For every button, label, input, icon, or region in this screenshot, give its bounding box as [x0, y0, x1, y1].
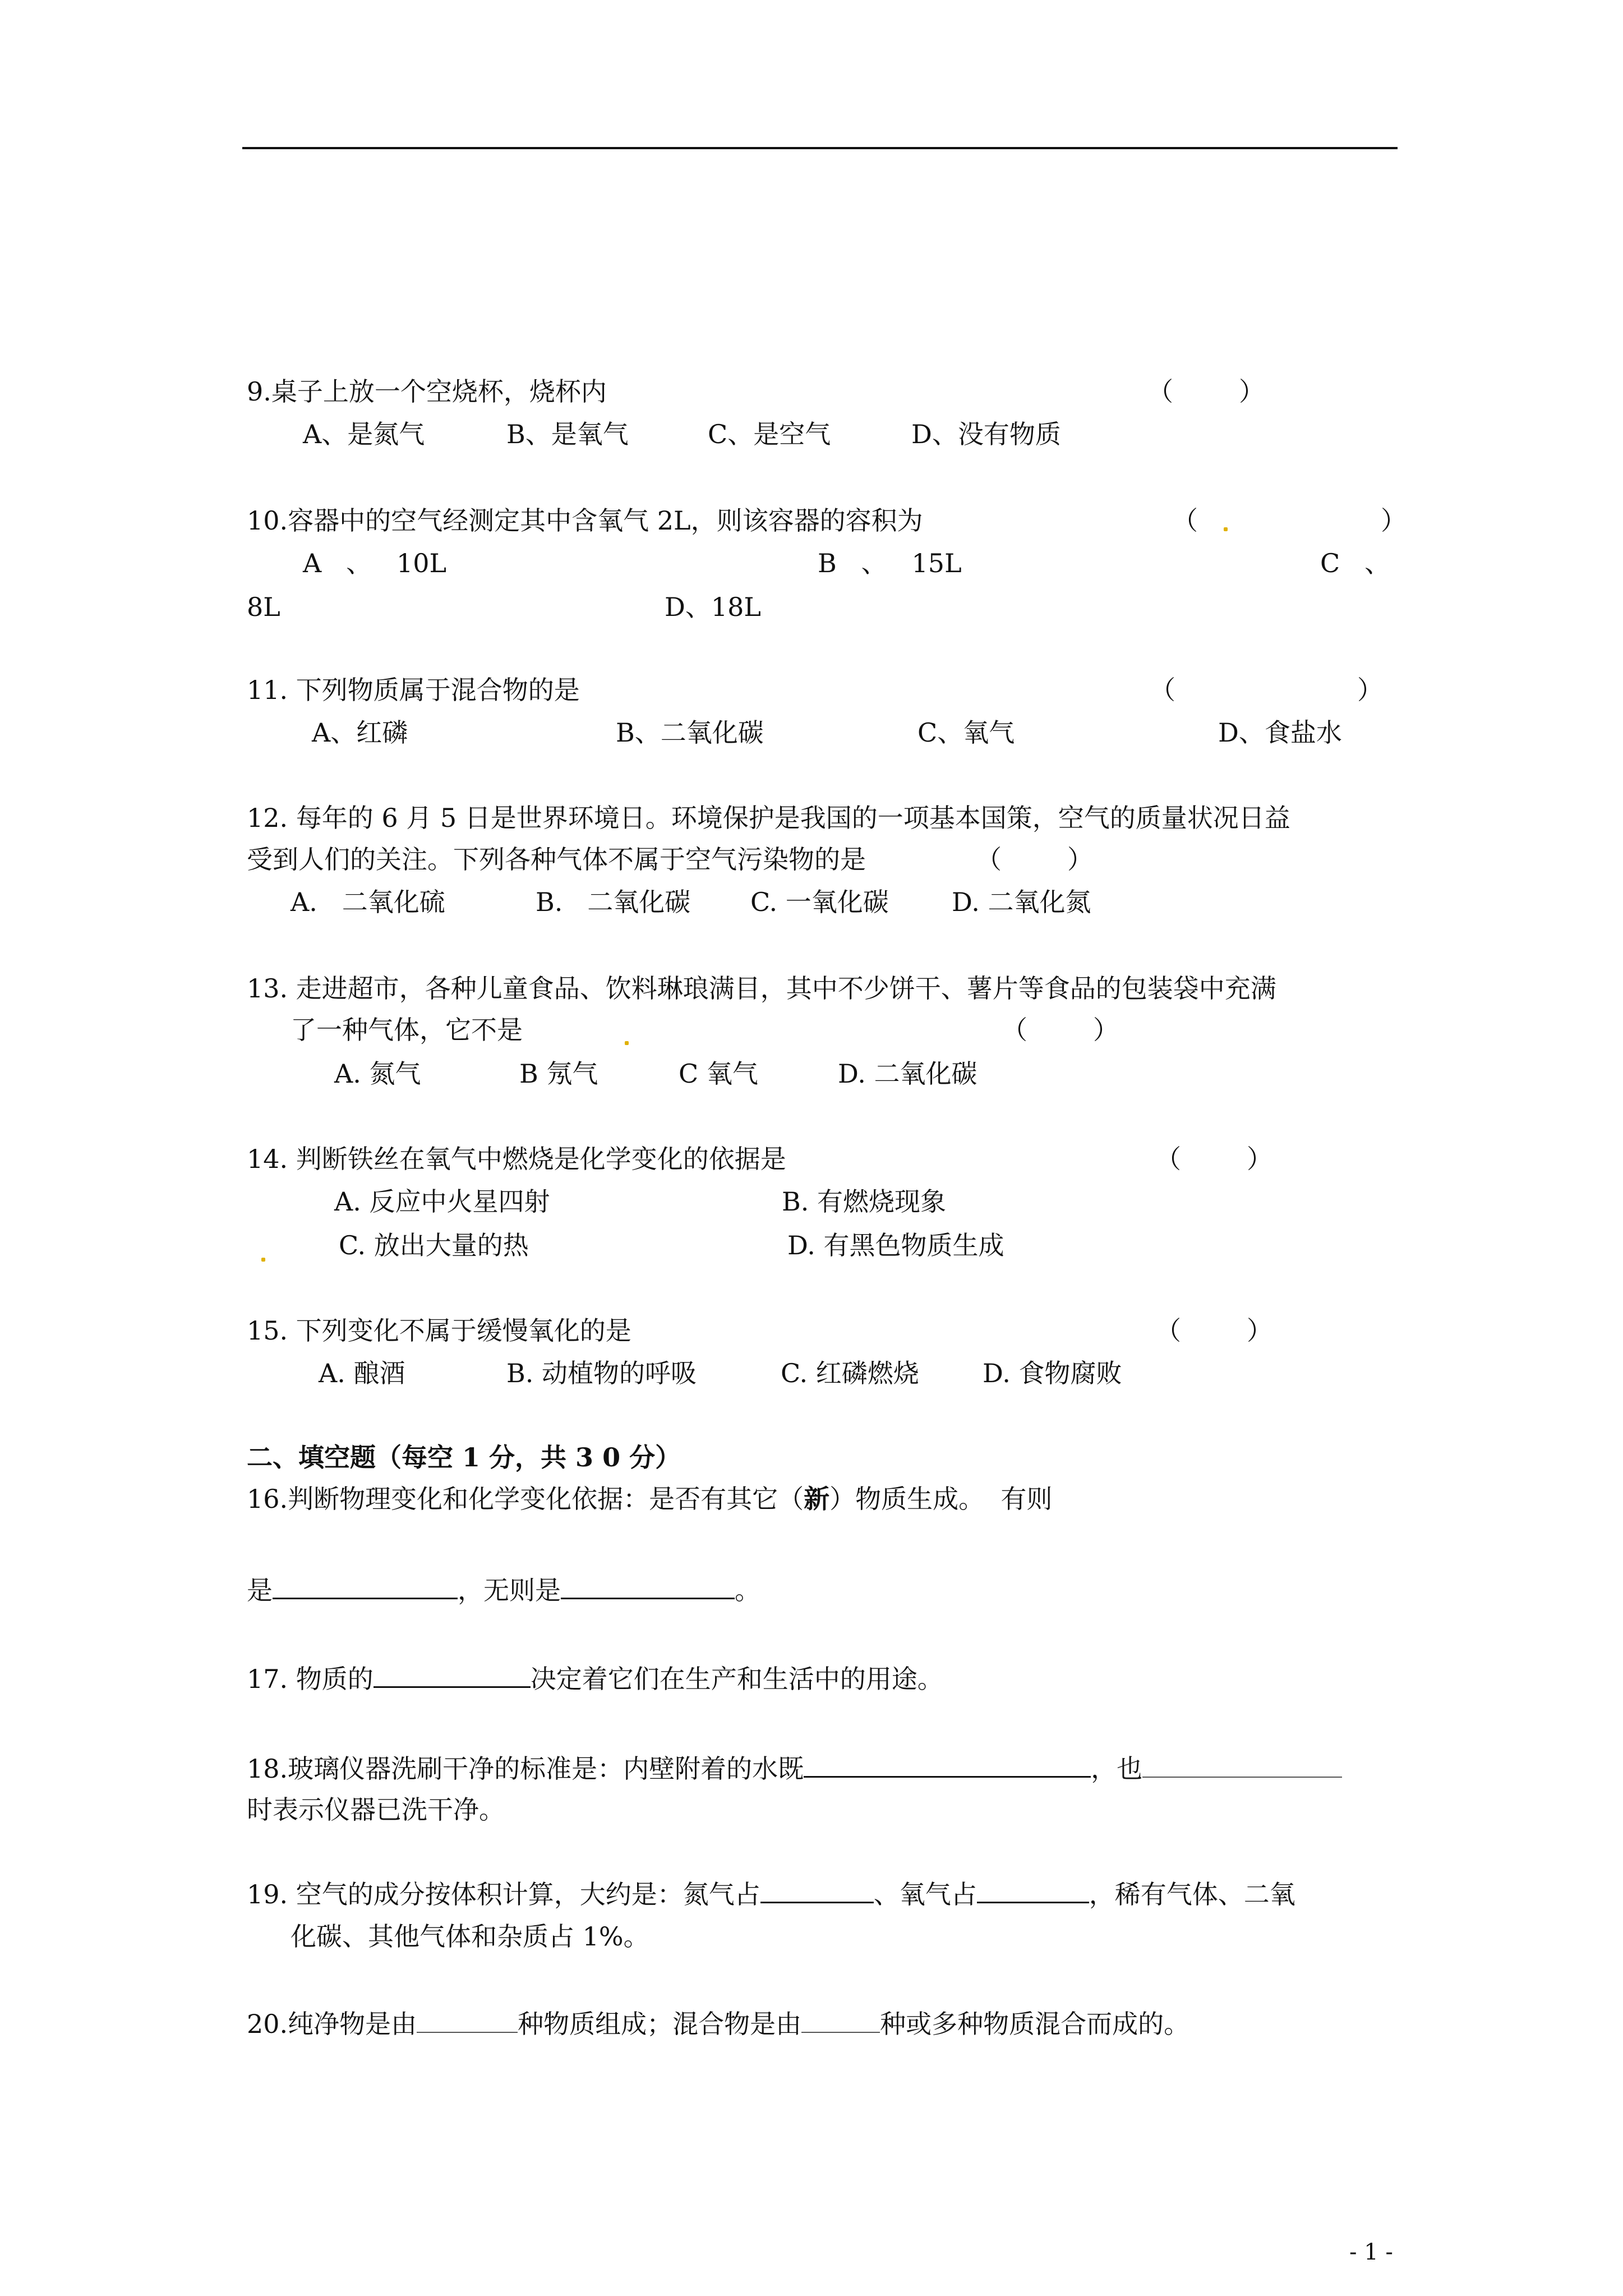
- q12-option-d: D. 二氧化氮: [952, 887, 1091, 917]
- q9-stem: 9.桌子上放一个空烧杯，烧杯内: [247, 376, 607, 407]
- q19-line1: [247, 1877, 1295, 1911]
- q10-paren-right: ）: [1381, 505, 1407, 536]
- q10-option-b: B 、 15L: [818, 548, 962, 578]
- q15-option-d: D. 食物腐败: [983, 1358, 1122, 1388]
- q15-option-b: B. 动植物的呼吸: [506, 1358, 697, 1388]
- q14-option-a: A. 反应中火星四射: [334, 1186, 550, 1217]
- q10-paren-left: （: [1172, 505, 1198, 536]
- q12-option-a: A. 二氧化硫: [291, 887, 445, 917]
- q15-answer-paren: （ ）: [1155, 1315, 1272, 1346]
- q11-paren-left: （: [1150, 675, 1175, 705]
- q19-text-c: ，稀有气体、二氧: [1089, 1879, 1295, 1910]
- q14-option-b: B. 有燃烧现象: [782, 1186, 947, 1217]
- q13-answer-paren: （ ）: [1002, 1015, 1119, 1045]
- q19-line2: 化碳、其他气体和杂质占 1%。: [291, 1921, 649, 1952]
- q12-option-b: B. 二氧化碳: [536, 887, 691, 917]
- q9-option-d: D、没有物质: [911, 419, 1061, 449]
- q12-option-c: C. 一氧化碳: [750, 887, 889, 917]
- q17-blank[interactable]: [374, 1662, 531, 1688]
- q14-option-d: D. 有黑色物质生成: [787, 1230, 1004, 1260]
- q18-blank-1[interactable]: [804, 1751, 1091, 1778]
- header-rule: [242, 147, 1398, 149]
- q18-line1: [247, 1751, 1342, 1786]
- q17-line: [247, 1662, 943, 1696]
- q20-text-b: 种物质组成；混合物是由: [518, 2009, 802, 2039]
- q20-blank-1[interactable]: [417, 2007, 518, 2033]
- q13-option-a: A. 氮气: [334, 1059, 421, 1089]
- q13-option-c: C 氧气: [679, 1059, 758, 1089]
- q12-stem-line1: 12. 每年的 6 月 5 日是世界环境日。环境保护是我国的一项基本国策，空气的质量状况日益: [247, 803, 1290, 833]
- q20-text-a: 20.纯净物是由: [247, 2009, 417, 2039]
- q16-text-d: ，无则是: [458, 1575, 561, 1605]
- q14-answer-paren: （ ）: [1155, 1144, 1272, 1174]
- q20-line: [247, 2007, 1189, 2041]
- q11-option-d: D、食盐水: [1218, 717, 1342, 748]
- q19-blank-2[interactable]: [977, 1877, 1089, 1903]
- q20-blank-2[interactable]: [801, 2007, 880, 2033]
- q9-option-a: A、是氮气: [303, 419, 425, 449]
- scan-speck: [625, 1041, 629, 1045]
- q10-option-a: A 、 10L: [303, 548, 447, 578]
- page-number: - 1 -: [1349, 2239, 1393, 2265]
- q14-stem: 14. 判断铁丝在氧气中燃烧是化学变化的依据是: [247, 1144, 786, 1174]
- q9-answer-paren: （ ）: [1147, 376, 1265, 407]
- q10-option-c: C 、: [1320, 548, 1391, 578]
- q15-option-c: C. 红磷燃烧: [781, 1358, 919, 1388]
- q16-text-c: 是: [247, 1575, 273, 1605]
- q9-option-b: B、是氧气: [506, 419, 629, 449]
- q12-answer-paren: （ ）: [976, 844, 1093, 875]
- q19-text-b: 、氧气占: [873, 1879, 977, 1910]
- q15-stem: 15. 下列变化不属于缓慢氧化的是: [247, 1315, 631, 1346]
- q13-option-d: D. 二氧化碳: [838, 1059, 978, 1089]
- section-heading-fill-in: 二、填空题（每空 1 分，共 3 0 分）: [247, 1442, 681, 1473]
- q11-paren-right: ）: [1357, 675, 1383, 705]
- q11-stem: 11. 下列物质属于混合物的是: [247, 675, 580, 705]
- q14-option-c: C. 放出大量的热: [339, 1230, 529, 1260]
- q18-line2: 时表示仪器已洗干净。: [247, 1795, 505, 1825]
- q16-emphasis: 新: [804, 1484, 830, 1514]
- q20-text-c: 种或多种物质混合而成的。: [880, 2009, 1190, 2039]
- q18-blank-2[interactable]: [1142, 1752, 1342, 1778]
- q11-option-b: B、二氧化碳: [616, 717, 764, 748]
- q16-blank-1[interactable]: [273, 1573, 458, 1599]
- q17-text-a: 17. 物质的: [247, 1664, 374, 1694]
- q10-stem: 10.容器中的空气经测定其中含氧气 2L，则该容器的容积为: [247, 505, 923, 536]
- q15-option-a: A. 酿酒: [319, 1358, 405, 1388]
- q18-text-a: 18.玻璃仪器洗刷干净的标准是：内壁附着的水既: [247, 1754, 804, 1784]
- q11-option-c: C、氧气: [917, 717, 1015, 748]
- q10-option-d: D、18L: [665, 592, 761, 622]
- scan-speck: [1224, 527, 1228, 531]
- q13-stem-line1: 13. 走进超市，各种儿童食品、饮料琳琅满目，其中不少饼干、薯片等食品的包装袋中充满: [247, 973, 1276, 1004]
- q12-stem-line2: 受到人们的关注。下列各种气体不属于空气污染物的是: [247, 844, 866, 875]
- q10-option-c-value: 8L: [247, 592, 280, 622]
- q19-blank-1[interactable]: [760, 1877, 874, 1903]
- q13-option-b: B 氖气: [519, 1059, 598, 1089]
- q19-text-a: 19. 空气的成分按体积计算，大约是：氮气占: [247, 1879, 760, 1910]
- q13-stem-line2: 了一种气体，它不是: [291, 1015, 523, 1045]
- q17-text-b: 决定着它们在生产和生活中的用途。: [530, 1664, 943, 1694]
- q16-text-e: 。: [735, 1575, 760, 1605]
- q16-text-a: 16.判断物理变化和化学变化依据：是否有其它（: [247, 1484, 804, 1514]
- q16-line2: [247, 1573, 760, 1607]
- scan-speck: [261, 1258, 265, 1262]
- q11-option-a: A、红磷: [312, 717, 408, 748]
- q9-option-c: C、是空气: [708, 419, 831, 449]
- q18-text-b: ，也: [1091, 1754, 1143, 1784]
- q16-line1: [247, 1482, 1052, 1516]
- q16-blank-2[interactable]: [561, 1573, 735, 1599]
- q16-text-b: ）物质生成。 有则: [829, 1484, 1053, 1514]
